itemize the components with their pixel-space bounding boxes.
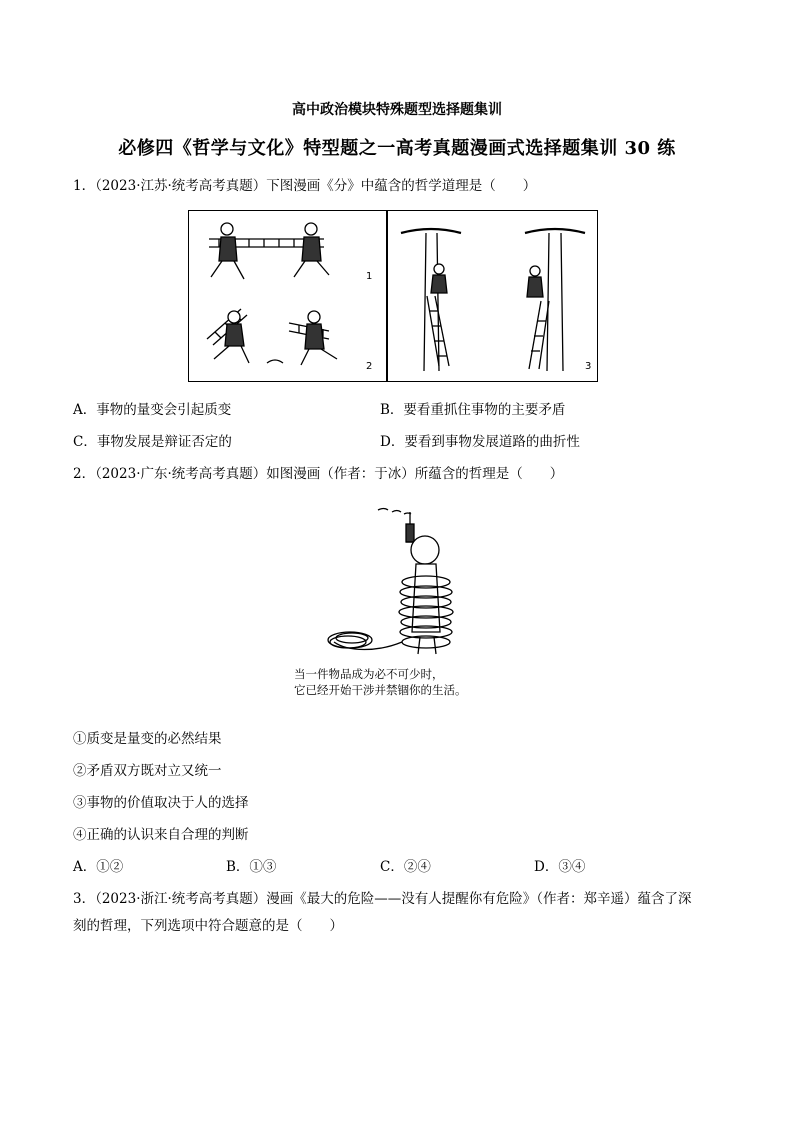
q1-panel-label-1: 1 [366, 271, 373, 282]
q2-statement-4: ④正确的认识来自合理的判断 [73, 827, 249, 843]
main-title: 必修四《哲学与文化》特型题之一高考真题漫画式选择题集训 30 练 [118, 138, 676, 159]
q2-option-a[interactable]: A．①② [73, 859, 124, 875]
q1-cartoon-figure [188, 210, 598, 382]
q2-option-d[interactable]: D．③④ [534, 859, 586, 875]
q2-cartoon-figure [288, 502, 470, 707]
q1-stem: 1．（2023·江苏·统考高考真题）下图漫画《分》中蕴含的哲学道理是（ ） [73, 178, 537, 194]
q2-statement-1: ①质变是量变的必然结果 [73, 731, 222, 747]
q3-stem-line-1: 3．（2023·浙江·统考高考真题）漫画《最大的危险——没有人提醒你有危险》（作者：郑辛遥）蕴含了深 [73, 891, 692, 907]
q2-caption-line-1: 当一件物品成为必不可少时， [294, 667, 444, 681]
q1-option-b[interactable]: B．要看重抓住事物的主要矛盾 [380, 402, 566, 418]
q2-statement-3: ③事物的价值取决于人的选择 [73, 795, 249, 811]
q2-cartoon-drawing [288, 502, 470, 662]
q2-caption-line-2: 它已经开始干涉并禁锢你的生活。 [294, 683, 467, 697]
q1-panel-label-2: 2 [366, 361, 373, 372]
q1-panel-label-3: 3 [585, 361, 592, 372]
q1-panel-divider [386, 211, 388, 381]
q1-option-a[interactable]: A．事物的量变会引起质变 [73, 402, 232, 418]
q1-cartoon-drawing [189, 211, 596, 380]
series-title: 高中政治模块特殊题型选择题集训 [292, 102, 502, 118]
q2-option-b[interactable]: B．①③ [226, 859, 277, 875]
q2-statement-2: ②矛盾双方既对立又统一 [73, 763, 222, 779]
q2-option-c[interactable]: C．②④ [380, 859, 431, 875]
q3-stem-line-2: 刻的哲理，下列选项中符合题意的是（ ） [73, 918, 343, 934]
q1-option-c[interactable]: C．事物发展是辩证否定的 [73, 434, 232, 450]
q1-option-d[interactable]: D．要看到事物发展道路的曲折性 [380, 434, 580, 450]
q2-stem: 2．（2023·广东·统考高考真题）如图漫画（作者：于冰）所蕴含的哲理是（ ） [73, 466, 564, 482]
